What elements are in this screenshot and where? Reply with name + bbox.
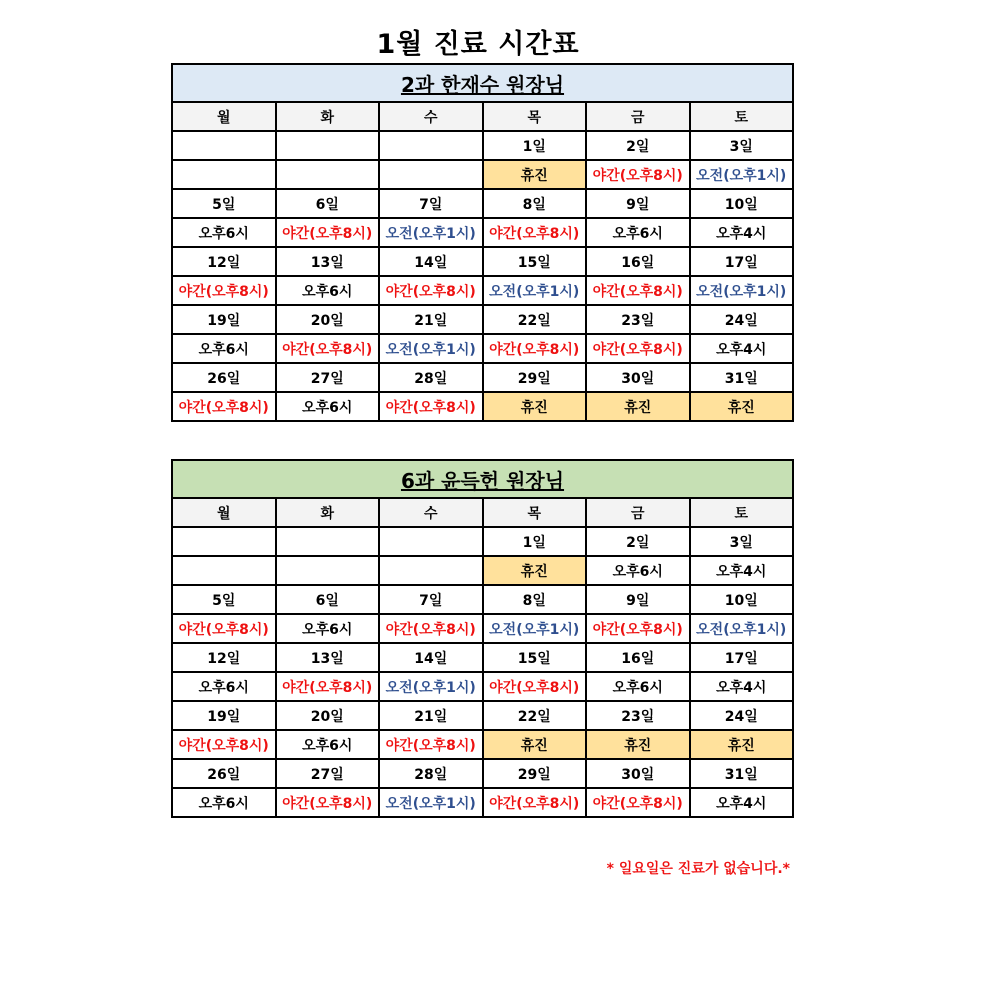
- hours-cell: 휴진: [483, 392, 587, 421]
- date-cell: 2일: [586, 131, 690, 160]
- date-cell: 28일: [379, 759, 483, 788]
- date-cell: 29일: [483, 363, 587, 392]
- footnote: * 일요일은 진료가 없습니다.*: [606, 861, 790, 877]
- hours-row: [172, 276, 793, 305]
- date-cell: 17일: [690, 247, 794, 276]
- hours-cell: 오후6시: [276, 730, 380, 759]
- hours-cell: 야간(오후8시): [483, 334, 587, 363]
- date-row: [172, 527, 793, 556]
- date-cell: 17일: [690, 643, 794, 672]
- date-cell: 9일: [586, 585, 690, 614]
- date-row: [172, 131, 793, 160]
- weekday-wed: 수: [379, 102, 483, 131]
- hours-cell: 야간(오후8시): [483, 672, 587, 701]
- date-cell: 29일: [483, 759, 587, 788]
- weekday-mon: 월: [172, 102, 276, 131]
- hours-cell: 야간(오후8시): [483, 788, 587, 817]
- date-row: [172, 189, 793, 218]
- hours-cell: 오후6시: [276, 392, 380, 421]
- hours-cell: 야간(오후8시): [379, 614, 483, 643]
- date-cell: 16일: [586, 247, 690, 276]
- hours-cell: 오후4시: [690, 218, 794, 247]
- date-cell: 1일: [483, 527, 587, 556]
- hours-cell: [379, 160, 483, 189]
- hours-cell: 휴진: [586, 392, 690, 421]
- date-cell: 6일: [276, 585, 380, 614]
- date-cell: 23일: [586, 305, 690, 334]
- hours-cell: 오전(오후1시): [379, 788, 483, 817]
- date-row: [172, 759, 793, 788]
- date-cell: 10일: [690, 585, 794, 614]
- hours-cell: 오후6시: [586, 672, 690, 701]
- date-cell: [379, 527, 483, 556]
- hours-cell: 휴진: [690, 392, 794, 421]
- date-cell: 7일: [379, 585, 483, 614]
- weekday-fri: 금: [586, 102, 690, 131]
- date-cell: 12일: [172, 247, 276, 276]
- date-cell: [379, 131, 483, 160]
- hours-row: [172, 614, 793, 643]
- hours-cell: 오후6시: [586, 218, 690, 247]
- hours-cell: [379, 556, 483, 585]
- date-cell: 5일: [172, 189, 276, 218]
- date-cell: [172, 527, 276, 556]
- date-cell: 2일: [586, 527, 690, 556]
- hours-cell: 야간(오후8시): [172, 392, 276, 421]
- date-cell: 15일: [483, 247, 587, 276]
- date-cell: 13일: [276, 643, 380, 672]
- date-cell: 10일: [690, 189, 794, 218]
- date-cell: 21일: [379, 701, 483, 730]
- page-title: 1월 진료 시간표: [376, 29, 580, 60]
- date-row: [172, 585, 793, 614]
- date-cell: 14일: [379, 247, 483, 276]
- hours-cell: 휴진: [483, 160, 587, 189]
- date-cell: 19일: [172, 305, 276, 334]
- date-cell: 30일: [586, 759, 690, 788]
- hours-cell: 야간(오후8시): [172, 276, 276, 305]
- hours-cell: 야간(오후8시): [276, 334, 380, 363]
- date-cell: 6일: [276, 189, 380, 218]
- date-cell: [276, 527, 380, 556]
- date-cell: 3일: [690, 527, 794, 556]
- hours-cell: 야간(오후8시): [379, 392, 483, 421]
- hours-row: [172, 392, 793, 421]
- date-cell: 8일: [483, 585, 587, 614]
- date-cell: 24일: [690, 305, 794, 334]
- hours-cell: 오전(오후1시): [690, 160, 794, 189]
- date-cell: 9일: [586, 189, 690, 218]
- hours-cell: 오후4시: [690, 334, 794, 363]
- date-cell: [276, 131, 380, 160]
- date-cell: [172, 131, 276, 160]
- hours-cell: 야간(오후8시): [586, 614, 690, 643]
- date-row: [172, 305, 793, 334]
- hours-cell: [172, 556, 276, 585]
- date-cell: 12일: [172, 643, 276, 672]
- date-cell: 20일: [276, 305, 380, 334]
- hours-row: [172, 556, 793, 585]
- date-cell: 3일: [690, 131, 794, 160]
- date-cell: 21일: [379, 305, 483, 334]
- date-cell: 22일: [483, 305, 587, 334]
- hours-row: [172, 334, 793, 363]
- hours-cell: 오후6시: [172, 672, 276, 701]
- hours-cell: 야간(오후8시): [586, 160, 690, 189]
- hours-cell: 야간(오후8시): [483, 218, 587, 247]
- hours-cell: 오후6시: [172, 334, 276, 363]
- hours-cell: 야간(오후8시): [586, 788, 690, 817]
- date-cell: 5일: [172, 585, 276, 614]
- weekday-fri: 금: [586, 498, 690, 527]
- date-cell: 19일: [172, 701, 276, 730]
- date-cell: 1일: [483, 131, 587, 160]
- date-cell: 28일: [379, 363, 483, 392]
- hours-row: [172, 730, 793, 759]
- weekday-thu: 목: [483, 498, 587, 527]
- hours-cell: 오전(오후1시): [379, 672, 483, 701]
- hours-cell: 오후4시: [690, 788, 794, 817]
- date-cell: 23일: [586, 701, 690, 730]
- weekday-tue: 화: [276, 102, 380, 131]
- date-cell: 13일: [276, 247, 380, 276]
- hours-cell: [276, 556, 380, 585]
- hours-cell: 오전(오후1시): [379, 218, 483, 247]
- hours-cell: 오후4시: [690, 556, 794, 585]
- date-cell: 30일: [586, 363, 690, 392]
- date-cell: 26일: [172, 363, 276, 392]
- hours-cell: 오후4시: [690, 672, 794, 701]
- date-cell: 20일: [276, 701, 380, 730]
- hours-cell: 오후6시: [276, 614, 380, 643]
- date-row: [172, 363, 793, 392]
- weekday-sat: 토: [690, 498, 794, 527]
- hours-cell: 야간(오후8시): [586, 334, 690, 363]
- date-cell: 31일: [690, 363, 794, 392]
- date-row: [172, 701, 793, 730]
- hours-row: [172, 788, 793, 817]
- hours-cell: 야간(오후8시): [276, 788, 380, 817]
- date-cell: 8일: [483, 189, 587, 218]
- date-cell: 31일: [690, 759, 794, 788]
- hours-cell: 오후6시: [172, 788, 276, 817]
- hours-row: [172, 160, 793, 189]
- weekday-thu: 목: [483, 102, 587, 131]
- hours-cell: 오후6시: [172, 218, 276, 247]
- weekday-wed: 수: [379, 498, 483, 527]
- hours-row: [172, 672, 793, 701]
- schedule-table-2: [171, 63, 794, 422]
- date-row: [172, 247, 793, 276]
- hours-cell: [276, 160, 380, 189]
- date-cell: 27일: [276, 759, 380, 788]
- date-row: [172, 643, 793, 672]
- date-cell: 24일: [690, 701, 794, 730]
- doctor-title: 6과 윤득헌 원장님: [172, 460, 793, 498]
- hours-cell: 오전(오후1시): [690, 614, 794, 643]
- hours-cell: 휴진: [690, 730, 794, 759]
- doctor-title: 2과 한재수 원장님: [172, 64, 793, 102]
- hours-cell: 휴진: [586, 730, 690, 759]
- schedule-table-6: [171, 459, 794, 818]
- hours-cell: 야간(오후8시): [276, 672, 380, 701]
- hours-cell: 오전(오후1시): [379, 334, 483, 363]
- hours-cell: 야간(오후8시): [172, 614, 276, 643]
- hours-cell: 야간(오후8시): [172, 730, 276, 759]
- hours-cell: 야간(오후8시): [379, 276, 483, 305]
- date-cell: 26일: [172, 759, 276, 788]
- weekday-sat: 토: [690, 102, 794, 131]
- hours-cell: 야간(오후8시): [276, 218, 380, 247]
- date-cell: 22일: [483, 701, 587, 730]
- hours-cell: 오후6시: [586, 556, 690, 585]
- hours-row: [172, 218, 793, 247]
- date-cell: 27일: [276, 363, 380, 392]
- hours-cell: 오후6시: [276, 276, 380, 305]
- date-cell: 15일: [483, 643, 587, 672]
- date-cell: 16일: [586, 643, 690, 672]
- weekday-tue: 화: [276, 498, 380, 527]
- hours-cell: 휴진: [483, 556, 587, 585]
- hours-cell: 오전(오후1시): [483, 276, 587, 305]
- hours-cell: [172, 160, 276, 189]
- hours-cell: 오전(오후1시): [690, 276, 794, 305]
- date-cell: 7일: [379, 189, 483, 218]
- date-cell: 14일: [379, 643, 483, 672]
- hours-cell: 오전(오후1시): [483, 614, 587, 643]
- hours-cell: 야간(오후8시): [379, 730, 483, 759]
- hours-cell: 휴진: [483, 730, 587, 759]
- weekday-mon: 월: [172, 498, 276, 527]
- hours-cell: 야간(오후8시): [586, 276, 690, 305]
